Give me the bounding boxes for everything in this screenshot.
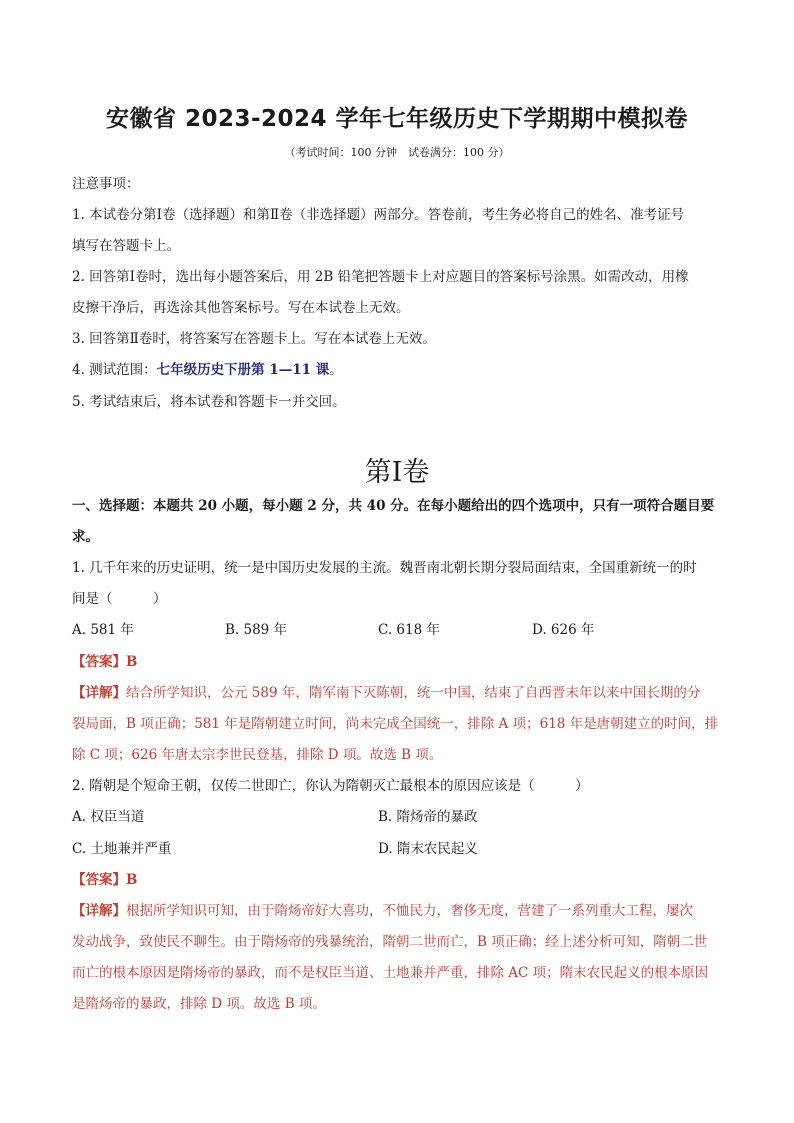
question-1-stem-line-1: 1. 几千年来的历史证明，统一是中国历史发展的主流。魏晋南北朝长期分裂局面结束，全国重新统一的时 bbox=[72, 560, 697, 576]
note-item-2-line-2: 皮擦干净后，再选涂其他答案标号。写在本试卷上无效。 bbox=[72, 300, 410, 316]
question-1-detail-line-1 bbox=[72, 683, 700, 703]
note-item-4 bbox=[72, 360, 343, 380]
note-item-1-line-2: 填写在答题卡上。 bbox=[72, 238, 180, 254]
page-title: 安徽省 2023-2024 学年七年级历史下学期期中模拟卷 bbox=[105, 106, 689, 132]
question-2-option-d: D. 隋末农民起义 bbox=[378, 841, 478, 857]
question-2-detail-label: 【详解】 bbox=[72, 903, 126, 919]
question-2-detail-line-1 bbox=[72, 901, 693, 921]
question-2-answer: 【答案】B bbox=[72, 872, 138, 888]
question-2-detail-text-1: 根据所学知识可知，由于隋炀帝好大喜功，不恤民力，奢侈无度，营建了一系列重大工程，屡次 bbox=[126, 903, 693, 919]
question-1-answer: 【答案】B bbox=[72, 654, 138, 670]
note-item-2-line-1: 2. 回答第Ⅰ卷时，选出每小题答案后，用 2B 铅笔把答题卡上对应题目的答案标号涂黑。如需改动，用橡 bbox=[72, 269, 689, 285]
notes-heading: 注意事项： bbox=[72, 176, 140, 192]
question-2-detail-line-4: 是隋炀帝的暴政，排除 D 项。故选 B 项。 bbox=[72, 996, 326, 1012]
question-1-detail-text-1: 结合所学知识，公元 589 年，隋军南下灭陈朝，统一中国，结束了自西晋末年以来中国长期的分 bbox=[126, 685, 701, 701]
question-1-detail-line-2: 裂局面，B 项正确；581 年是隋朝建立时间，尚未完成全国统一，排除 A 项；618 年是唐朝建立的时间，排 bbox=[72, 716, 719, 732]
note-item-4-suffix: 。 bbox=[329, 362, 343, 378]
question-1-option-c: C. 618 年 bbox=[378, 622, 440, 638]
question-2-detail-line-2: 发动战争，致使民不聊生。由于隋炀帝的残暴统治，隋朝二世而亡，B 项正确；经上述分析可知，隋朝二世 bbox=[72, 934, 708, 950]
note-item-4-prefix: 4. 测试范围： bbox=[72, 362, 157, 378]
question-1-detail-line-3: 除 C 项；626 年唐太宗李世民登基，排除 D 项。故选 B 项。 bbox=[72, 747, 443, 763]
question-2-option-c: C. 土地兼并严重 bbox=[72, 841, 172, 857]
instructions-line-1: 一、选择题：本题共 20 小题，每小题 2 分，共 40 分。在每小题给出的四个选项中，只有一项符合题目要 bbox=[72, 498, 715, 514]
question-2-option-b: B. 隋炀帝的暴政 bbox=[378, 809, 478, 825]
test-scope: 七年级历史下册第 1—11 课 bbox=[156, 362, 330, 378]
note-item-5: 5. 考试结束后，将本试卷和答题卡一并交回。 bbox=[72, 394, 346, 410]
question-2-detail-line-3: 而亡的根本原因是隋炀帝的暴政，而不是权臣当道、土地兼并严重，排除 AC 项；隋末农民起义的根本原因 bbox=[72, 965, 709, 981]
question-2-option-a: A. 权臣当道 bbox=[72, 809, 145, 825]
question-1-option-b: B. 589 年 bbox=[225, 622, 288, 638]
instructions-line-2: 求。 bbox=[72, 529, 99, 545]
question-1-option-a: A. 581 年 bbox=[72, 622, 134, 638]
question-1-option-d: D. 626 年 bbox=[532, 622, 595, 638]
question-2-stem: 2. 隋朝是个短命王朝，仅传二世即亡，你认为隋朝灭亡最根本的原因应该是（ ） bbox=[72, 778, 589, 794]
question-1-detail-label: 【详解】 bbox=[72, 685, 126, 701]
note-item-3: 3. 回答第Ⅱ卷时，将答案写在答题卡上。写在本试卷上无效。 bbox=[72, 331, 436, 347]
section-title: 第Ⅰ卷 bbox=[364, 457, 430, 488]
exam-time-info: （考试时间：100 分钟 试卷满分：100 分） bbox=[284, 146, 510, 159]
question-1-stem-line-2: 间是（ ） bbox=[72, 591, 167, 607]
note-item-1-line-1: 1. 本试卷分第Ⅰ卷（选择题）和第Ⅱ卷（非选择题）两部分。答卷前，考生务必将自己的姓名、准考证号 bbox=[72, 207, 685, 223]
